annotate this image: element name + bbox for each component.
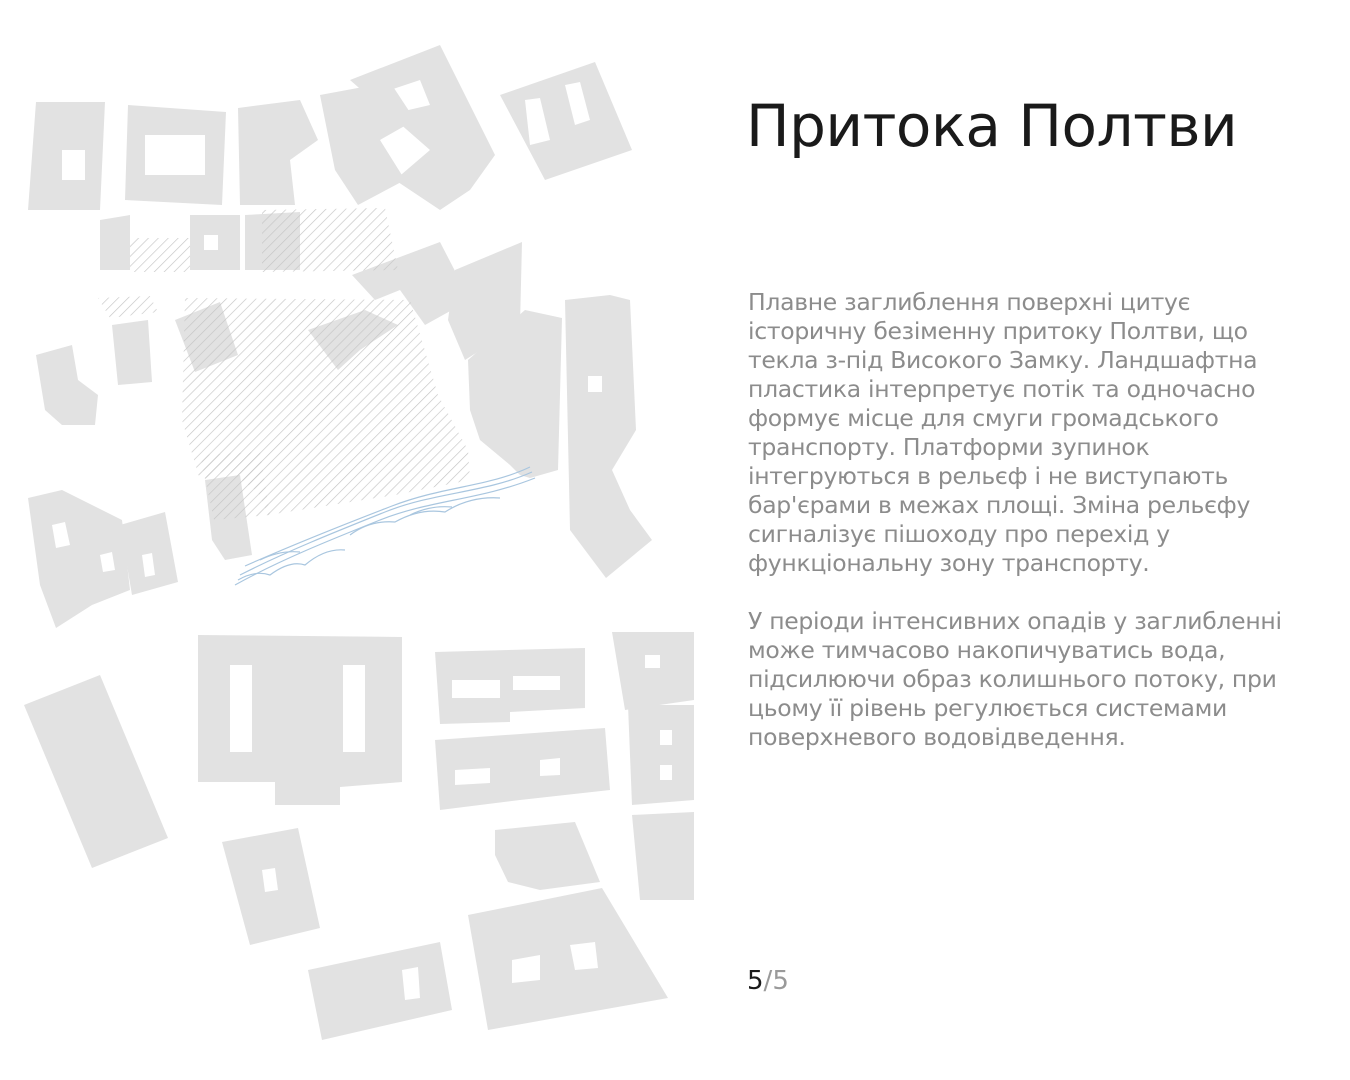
page-total: 5	[772, 966, 789, 996]
building-blocks	[24, 45, 694, 1040]
page-current: 5	[747, 966, 764, 996]
description-paragraph-1: Плавне заглиблення поверхні цитує історичну безіменну притоку Полтви, що текла з-під Високого Замку. Ландшафтна пластика інтерпретує потік та одночасно формує місце для смуги громадського транспорту. Платформи зупинок інтегруються в рельєф і не виступають бар'єрами в межах площі. Зміна рельєфу сигналізує пішоходу про перехід у функціональну зону транспорту.	[748, 288, 1258, 577]
description	[748, 288, 1308, 781]
page-indicator	[747, 966, 789, 996]
page-separator: /	[763, 966, 773, 996]
description-paragraph-2: У періоди інтенсивних опадів у заглибленні може тимчасово накопичуватись вода, підсилюючи образ колишнього потоку, при цьому її рівень регулюється системами поверхневого водовідведення.	[748, 607, 1282, 751]
page-title: Притока Полтви	[746, 92, 1238, 160]
